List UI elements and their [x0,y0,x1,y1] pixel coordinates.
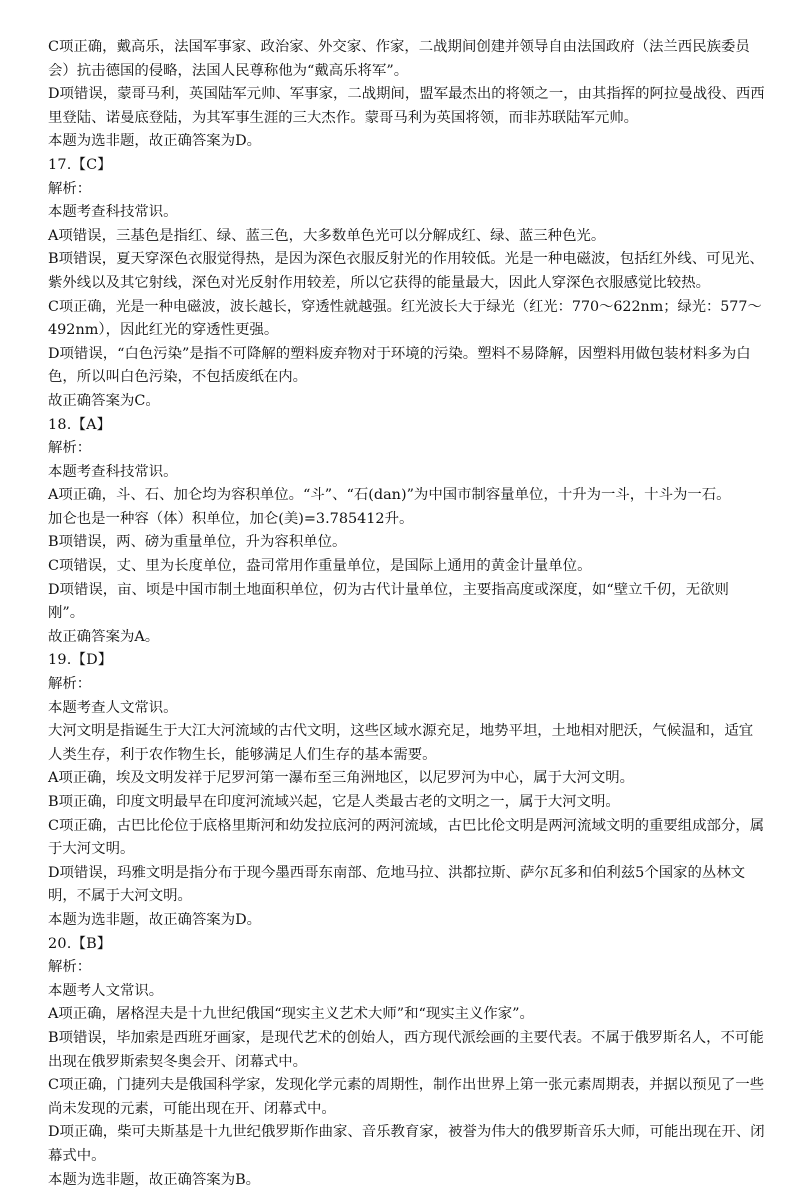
text-line: B项错误，毕加索是西班牙画家，是现代艺术的创始人，西方现代派绘画的主要代表。不属于俄罗斯名人，不可能 [48,1027,766,1051]
text-line: 本题考查人文常识。 [48,697,766,721]
analysis-label: 解析： [48,956,766,980]
text-line: 明，不属于大河文明。 [48,885,766,909]
text-line: C项错误，丈、里为长度单位，盎司常用作重量单位，是国际上通用的黄金计量单位。 [48,555,766,579]
text-line: 本题考人文常识。 [48,980,766,1004]
text-line: C项正确，古巴比伦位于底格里斯河和幼发拉底河的两河流域，古巴比伦文明是两河流域文明的重要组成部分，属 [48,815,766,839]
text-line: B项错误，两、磅为重量单位，升为容积单位。 [48,531,766,555]
question-number-19: 19.【D】 [48,649,766,673]
text-line: 本题考查科技常识。 [48,461,766,485]
text-line: A项正确，埃及文明发祥于尼罗河第一瀑布至三角洲地区，以尼罗河为中心，属于大河文明。 [48,767,766,791]
text-line: A项正确，屠格涅夫是十九世纪俄国“现实主义艺术大师”和“现实主义作家”。 [48,1003,766,1027]
analysis-label: 解析： [48,673,766,697]
text-line: C项正确，光是一种电磁波，波长越长，穿透性就越强。红光波长大于绿光（红光：770～622nm；绿光：577～ [48,296,766,320]
text-line: 人类生存，利于农作物生长，能够满足人们生存的基本需要。 [48,744,766,768]
text-line: 本题为选非题，故正确答案为D。 [48,130,766,154]
text-line: C项正确，门捷列夫是俄国科学家，发现化学元素的周期性，制作出世界上第一张元素周期表，并据以预见了一些 [48,1074,766,1098]
text-line: A项正确，斗、石、加仑均为容积单位。“斗”、“石(dan)”为中国市制容量单位，十升为一斗，十斗为一石。 [48,484,766,508]
text-line: 尚未发现的元素，可能出现在开、闭幕式中。 [48,1098,766,1122]
question-number-18: 18.【A】 [48,414,766,438]
text-line: 于大河文明。 [48,838,766,862]
question-number-17: 17.【C】 [48,154,766,178]
text-line: D项错误，“白色污染”是指不可降解的塑料废弃物对于环境的污染。塑料不易降解，因塑料用做包装材料多为白 [48,343,766,367]
text-line: C项正确，戴高乐，法国军事家、政治家、外交家、作家，二战期间创建并领导自由法国政府（法兰西民族委员 [48,36,766,60]
text-line: 故正确答案为C。 [48,390,766,414]
text-line: B项错误，夏天穿深色衣服觉得热，是因为深色衣服反射光的作用较低。光是一种电磁波，包括红外线、可见光、 [48,248,766,272]
text-line: B项正确，印度文明最早在印度河流域兴起，它是人类最古老的文明之一，属于大河文明。 [48,791,766,815]
text-line: D项错误，玛雅文明是指分布于现今墨西哥东南部、危地马拉、洪都拉斯、萨尔瓦多和伯利兹5个国家的丛林文 [48,862,766,886]
analysis-label: 解析： [48,178,766,202]
text-line: 本题为选非题，故正确答案为D。 [48,909,766,933]
text-line: 刚”。 [48,602,766,626]
text-line: D项错误，蒙哥马利，英国陆军元帅、军事家，二战期间，盟军最杰出的将领之一，由其指挥的阿拉曼战役、西西 [48,83,766,107]
text-line: 会）抗击德国的侵略，法国人民尊称他为“戴高乐将军”。 [48,60,766,84]
text-line: 故正确答案为A。 [48,626,766,650]
text-line: 本题为选非题，故正确答案为B。 [48,1169,766,1192]
text-line: 本题考查科技常识。 [48,201,766,225]
answer-explanations-page [48,36,766,1192]
question-number-20: 20.【B】 [48,933,766,957]
text-line: 加仑也是一种容（体）积单位，加仑(美)=3.785412升。 [48,508,766,532]
text-line: 幕式中。 [48,1145,766,1169]
text-line: 出现在俄罗斯索契冬奥会开、闭幕式中。 [48,1051,766,1075]
analysis-label: 解析： [48,437,766,461]
text-line: 色，所以叫白色污染，不包括废纸在内。 [48,366,766,390]
text-line: A项错误，三基色是指红、绿、蓝三色，大多数单色光可以分解成红、绿、蓝三种色光。 [48,225,766,249]
text-line: D项错误，亩、顷是中国市制土地面积单位，仞为古代计量单位，主要指高度或深度，如“壁立千仞，无欲则 [48,579,766,603]
text-line: D项正确，柴可夫斯基是十九世纪俄罗斯作曲家、音乐教育家，被誉为伟大的俄罗斯音乐大师，可能出现在开、闭 [48,1121,766,1145]
text-line: 大河文明是指诞生于大江大河流域的古代文明，这些区域水源充足，地势平坦，土地相对肥沃，气候温和，适宜 [48,720,766,744]
text-line: 紫外线以及其它射线，深色对光反射作用较差，所以它获得的能量最大，因此人穿深色衣服感觉比较热。 [48,272,766,296]
text-line: 里登陆、诺曼底登陆，为其军事生涯的三大杰作。蒙哥马利为英国将领，而非苏联陆军元帅。 [48,107,766,131]
text-line: 492nm），因此红光的穿透性更强。 [48,319,766,343]
